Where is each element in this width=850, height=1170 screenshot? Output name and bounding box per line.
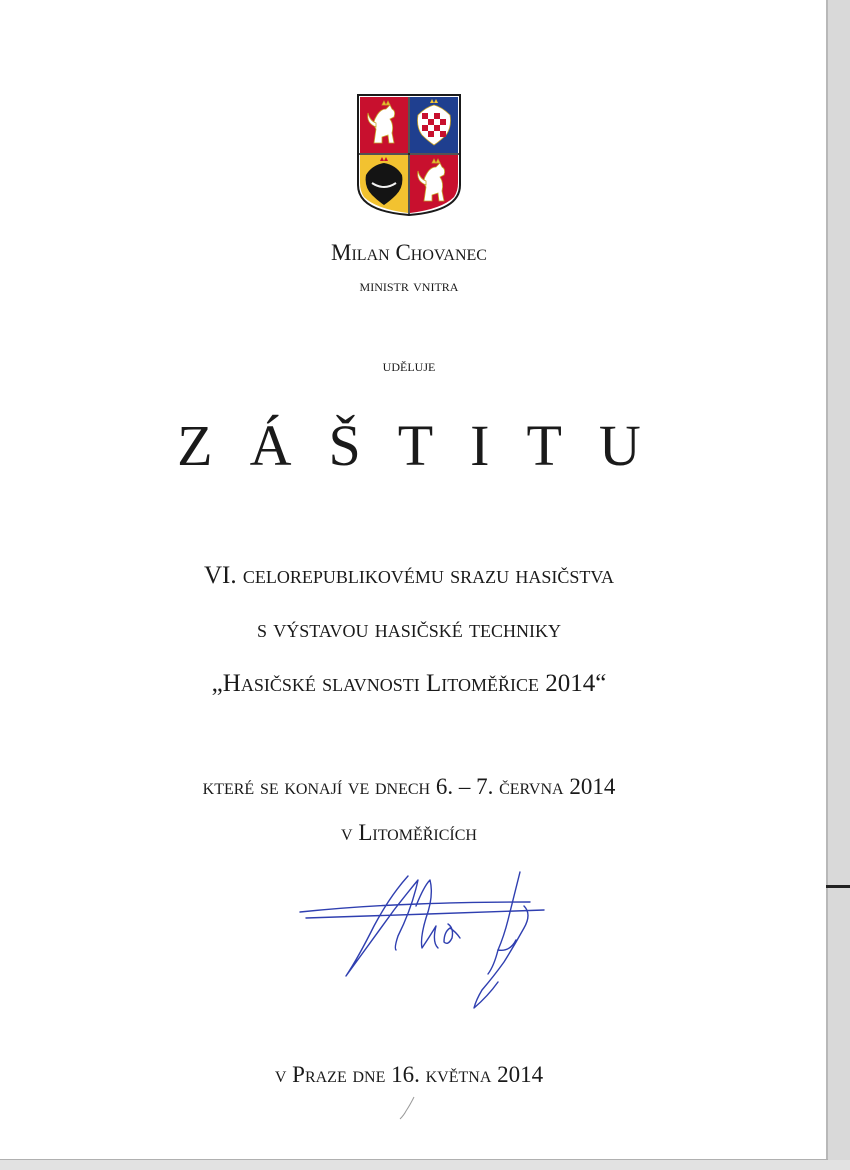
event-line-3: „Hasičské slavnosti Litoměřice 2014“ [211, 670, 607, 697]
minister-name: Milan Chovanec [331, 240, 487, 265]
grants-label: uděluje [382, 356, 436, 375]
signature-icon [298, 866, 558, 1018]
scan-edge [828, 0, 850, 1170]
place-and-date: v Praze dne 16. května 2014 [274, 1062, 544, 1087]
ink-mark-icon [398, 1095, 418, 1121]
document-heading: ZÁŠTITU [177, 413, 678, 478]
event-location: v Litoměřicích [341, 820, 477, 845]
minister-title: ministr vnitra [359, 276, 459, 295]
scan-mark [826, 885, 850, 888]
event-line-2: s výstavou hasičské techniky [257, 616, 561, 643]
event-line-1: VI. celorepublikovému srazu hasičstva [203, 562, 615, 589]
scan-bottom-edge [0, 1160, 850, 1170]
event-dates: které se konají ve dnech 6. – 7. června 2014 [202, 774, 616, 799]
coat-of-arms-icon [356, 93, 462, 217]
